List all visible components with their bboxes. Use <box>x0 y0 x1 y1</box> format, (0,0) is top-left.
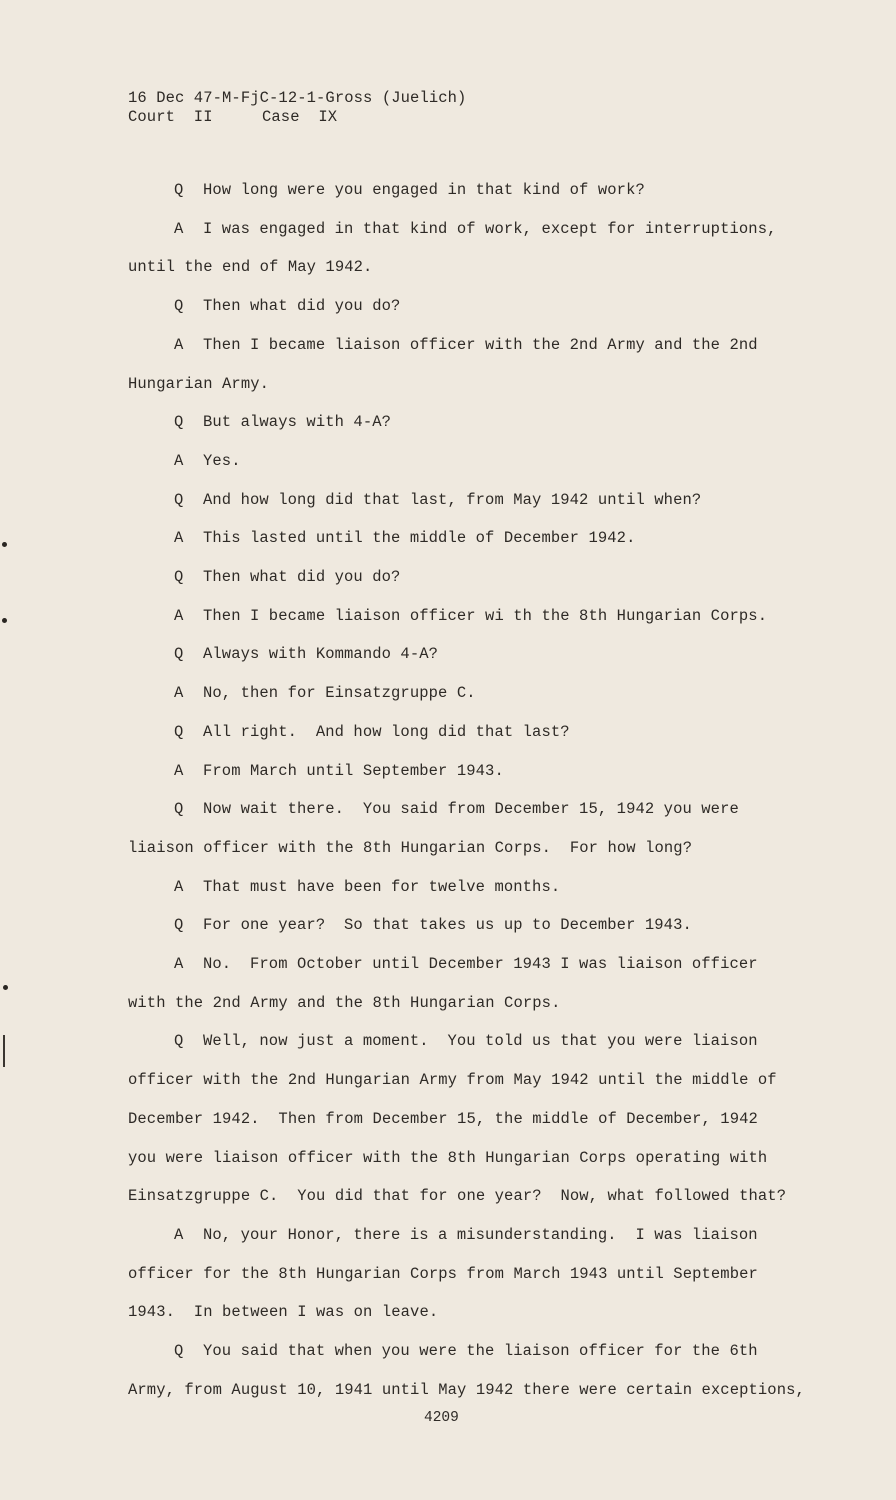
answer-marker: A <box>174 529 184 548</box>
question-marker: Q <box>174 800 184 819</box>
question-line: All right. And how long did that last? <box>203 722 570 741</box>
question-line: you were liaison officer with the 8th Hungarian Corps operating with <box>128 1148 768 1167</box>
question-line: Now wait there. You said from December 15, 1942 you were <box>203 800 739 819</box>
question-line: Always with Kommando 4-A? <box>203 645 439 664</box>
answer-line: with the 2nd Army and the 8th Hungarian Corps. <box>128 993 561 1012</box>
answer-line: Hungarian Army. <box>128 374 270 393</box>
question-line: But always with 4-A? <box>203 413 392 432</box>
answer-line: This lasted until the middle of December 1942. <box>203 529 636 548</box>
answer-line: until the end of May 1942. <box>128 258 373 277</box>
answer-line: No, your Honor, there is a misunderstanding. I was liaison <box>203 1225 758 1244</box>
question-line: For one year? So that takes us up to December 1943. <box>203 916 692 935</box>
edge-mark <box>3 1035 5 1067</box>
answer-marker: A <box>174 877 184 896</box>
binder-hole <box>3 985 8 990</box>
question-line: Army, from August 10, 1941 until May 1942 there were certain exceptions, <box>128 1380 805 1399</box>
question-marker: Q <box>174 645 184 664</box>
court-label: Court II <box>128 108 213 126</box>
question-line: Einsatzgruppe C. You did that for one year? Now, what followed that? <box>128 1187 787 1206</box>
answer-marker: A <box>174 1225 184 1244</box>
answer-line: 1943. In between I was on leave. <box>128 1303 439 1322</box>
answer-line: I was engaged in that kind of work, except for interruptions, <box>203 219 777 238</box>
answer-line: Yes. <box>203 451 241 470</box>
question-marker: Q <box>174 722 184 741</box>
answer-line: That must have been for twelve months. <box>203 877 561 896</box>
answer-line: Then I became liaison officer with the 2nd Army and the 2nd <box>203 335 758 354</box>
answer-line: Then I became liaison officer wi th the 8th Hungarian Corps. <box>203 606 768 625</box>
binder-hole <box>2 618 7 623</box>
question-line: Then what did you do? <box>203 297 401 316</box>
question-marker: Q <box>174 490 184 509</box>
question-line: Well, now just a moment. You told us that you were liaison <box>203 1032 758 1051</box>
question-marker: Q <box>174 1342 184 1360</box>
question-marker: Q <box>174 413 184 432</box>
question-marker: Q <box>174 297 184 316</box>
question-line: And how long did that last, from May 1942 until when? <box>203 490 702 509</box>
answer-line: No. From October until December 1943 I was liaison officer <box>203 955 758 973</box>
question-line: officer with the 2nd Hungarian Army from May 1942 until the middle of <box>128 1071 777 1090</box>
answer-marker: A <box>174 684 184 703</box>
answer-line: No, then for Einsatzgruppe C. <box>203 684 476 703</box>
binder-hole <box>2 542 7 547</box>
answer-line: From March until September 1943. <box>203 761 504 780</box>
question-line: How long were you engaged in that kind of work? <box>203 181 645 199</box>
header-line: 16 Dec 47-M-FjC-12-1-Gross (Juelich) <box>128 89 467 107</box>
question-marker: Q <box>174 1032 184 1051</box>
answer-marker: A <box>174 606 184 625</box>
answer-line: officer for the 8th Hungarian Corps from March 1943 until September <box>128 1264 758 1283</box>
question-marker: Q <box>174 916 184 935</box>
question-line: December 1942. Then from December 15, the middle of December, 1942 <box>128 1109 758 1128</box>
case-label: Case IX <box>262 108 338 126</box>
answer-marker: A <box>174 955 184 973</box>
question-marker: Q <box>174 181 184 199</box>
answer-marker: A <box>174 761 184 780</box>
question-line: You said that when you were the liaison officer for the 6th <box>203 1342 758 1360</box>
question-marker: Q <box>174 568 184 586</box>
question-line: liaison officer with the 8th Hungarian Corps. For how long? <box>128 838 693 857</box>
answer-marker: A <box>174 219 184 238</box>
answer-marker: A <box>174 335 184 354</box>
page-number: 4209 <box>424 1410 459 1426</box>
answer-marker: A <box>174 451 184 470</box>
question-line: Then what did you do? <box>203 568 401 586</box>
